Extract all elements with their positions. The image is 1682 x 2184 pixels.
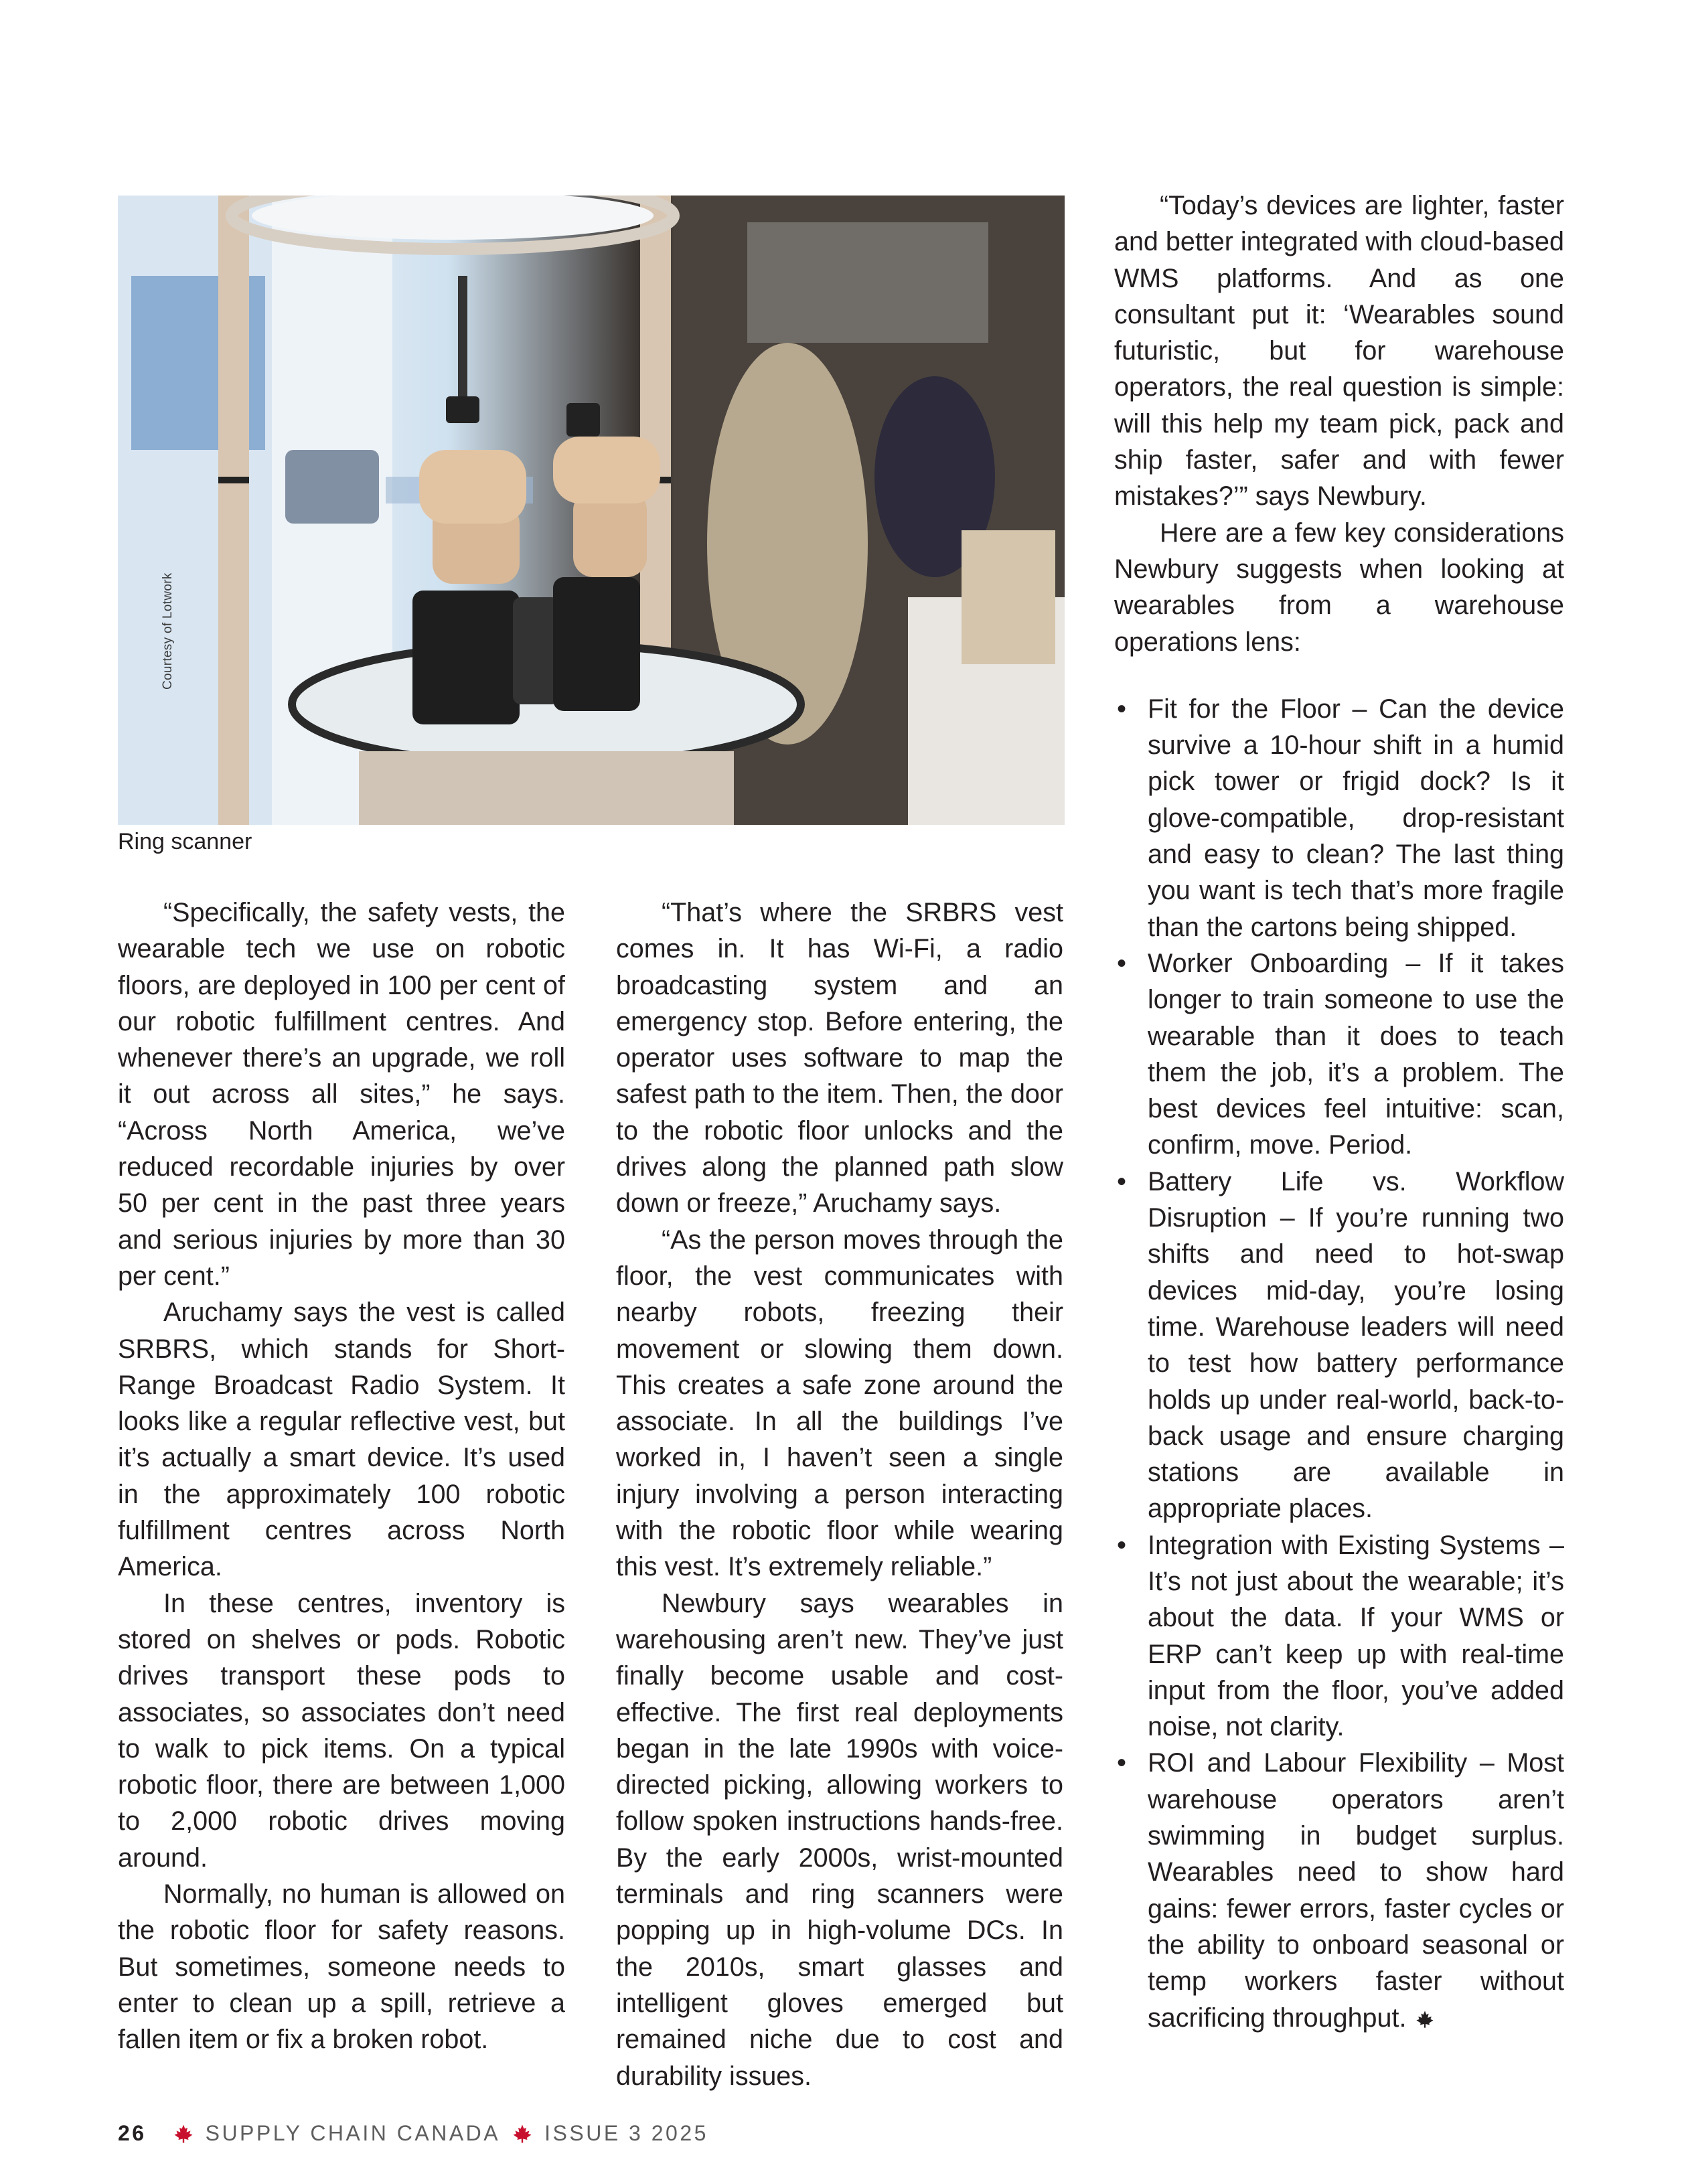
- list-item: • Worker Onboarding – If it takes longer to train someone to use the wearable than it does to teach them the job, it’s a problem. The best devices feel intuitive: scan, confirm, move. Period.: [1114, 945, 1564, 1164]
- paragraph: “As the person moves through the floor, the vest communicates with nearby robots, freezing their movement or slowing them down. This creates a safe zone around the associate. In all the buildings I’ve worked in, I haven’t seen a single injury involving a person interacting with the robotic floor while wearing this vest. It’s extremely reliable.”: [616, 1225, 1063, 1582]
- ring-scanner-illustration: [118, 196, 1065, 825]
- publication-name: SUPPLY CHAIN CANADA: [205, 2121, 501, 2145]
- list-item: • Integration with Existing Systems – It’s not just about the wearable; it’s about the data. If your WMS or ERP can’t keep up with real-time input from the floor, you’ve added noise, not clarity.: [1114, 1527, 1564, 1745]
- paragraph: Aruchamy says the vest is called SRBRS, which stands for Short-Range Broadcast Radio System. It looks like a regular reflective vest, but it’s actually a smart device. It’s used in the approximately 100 robotic fulfillment centres across North America.: [118, 1298, 565, 1582]
- article-column-1: [118, 894, 565, 2058]
- article-column-2: [616, 894, 1063, 2094]
- paragraph: Here are a few key considerations Newbury suggests when looking at wearables from a warehouse operations lens:: [1114, 518, 1564, 657]
- bullet-icon: •: [1117, 1530, 1127, 1560]
- paragraph: Normally, no human is allowed on the robotic floor for safety reasons. But sometimes, someone needs to enter to clean up a spill, retrieve a fallen item or fix a broken robot.: [118, 1879, 565, 2055]
- paragraph: “Today’s devices are lighter, faster and better integrated with cloud-based WMS platforms. And as one consultant put it: ‘Wearables sound futuristic, but for warehouse operators, the real question is simple: will this help my team pick, pack and ship faster, safer and with fewer mistakes?’” says Newbury.: [1114, 191, 1564, 512]
- bullet-icon: •: [1117, 694, 1127, 724]
- maple-leaf-icon: [173, 2124, 194, 2144]
- list-item: • Fit for the Floor – Can the device survive a 10-hour shift in a humid pick tower or frigid dock? Is it glove-compatible, drop-resistant and easy to clean? The last thing you want is tech that’s more fragile than the cartons being shipped.: [1114, 691, 1564, 945]
- considerations-list: [1114, 691, 1564, 2036]
- end-mark-icon: [1416, 2010, 1434, 2029]
- maple-leaf-icon: [512, 2124, 532, 2144]
- paragraph: “Specifically, the safety vests, the wearable tech we use on robotic floors, are deployed in 100 per cent of our robotic fulfillment centres. And whenever there’s an upgrade, we roll it out across all sites,” he says. “Across North America, we’ve reduced recordable injuries by over 50 per cent in the past three years and serious injuries by more than 30 per cent.”: [118, 898, 565, 1291]
- article-column-3: [1114, 187, 1564, 2036]
- article-photo: [118, 196, 1065, 825]
- bullet-icon: •: [1117, 1166, 1127, 1196]
- paragraph: Newbury says wearables in warehousing aren’t new. They’ve just finally become usable and cost-effective. The first real deployments began in the late 1990s with voice-directed picking, allowing workers to follow spoken instructions hands-free. By the early 2000s, wrist-mounted terminals and ring scanners were popping up in high-volume DCs. In the 2010s, smart glasses and intelligent gloves emerged but remained niche due to cost and durability issues.: [616, 1588, 1063, 2091]
- list-item: • ROI and Labour Flexibility – Most warehouse operators aren’t swimming in budget surplus. Wearables need to show hard gains: fewer errors, faster cycles or the ability to onboard seasonal or temp workers faster without sacrificing throughput.: [1114, 1745, 1564, 2035]
- list-item: • Battery Life vs. Workflow Disruption – If you’re running two shifts and need to hot-swap devices mid-day, you’re losing time. Warehouse leaders will need to test how battery performance holds up under real-world, back-to-back usage and ensure charging stations are available in appropriate places.: [1114, 1164, 1564, 1527]
- issue-label: ISSUE 3 2025: [544, 2121, 708, 2145]
- photo-credit: Courtesy of Lotwork: [161, 572, 175, 690]
- bullet-icon: •: [1117, 948, 1127, 978]
- page-number: 26: [118, 2121, 147, 2145]
- photo-caption: Ring scanner: [118, 829, 252, 854]
- paragraph: In these centres, inventory is stored on shelves or pods. Robotic drives transport these pods to associates, so associates don’t need to walk to pick items. On a typical robotic floor, there are between 1,000 to 2,000 robotic drives moving around.: [118, 1588, 565, 1873]
- bullet-icon: •: [1117, 1748, 1127, 1778]
- page-footer: [118, 2121, 708, 2146]
- paragraph: “That’s where the SRBRS vest comes in. It has Wi-Fi, a radio broadcasting system and an emergency stop. Before entering, the operator uses software to map the safest path to the item. Then, the door to the robotic floor unlocks and the drives along the planned path slow down or freeze,” Aruchamy says.: [616, 898, 1063, 1219]
